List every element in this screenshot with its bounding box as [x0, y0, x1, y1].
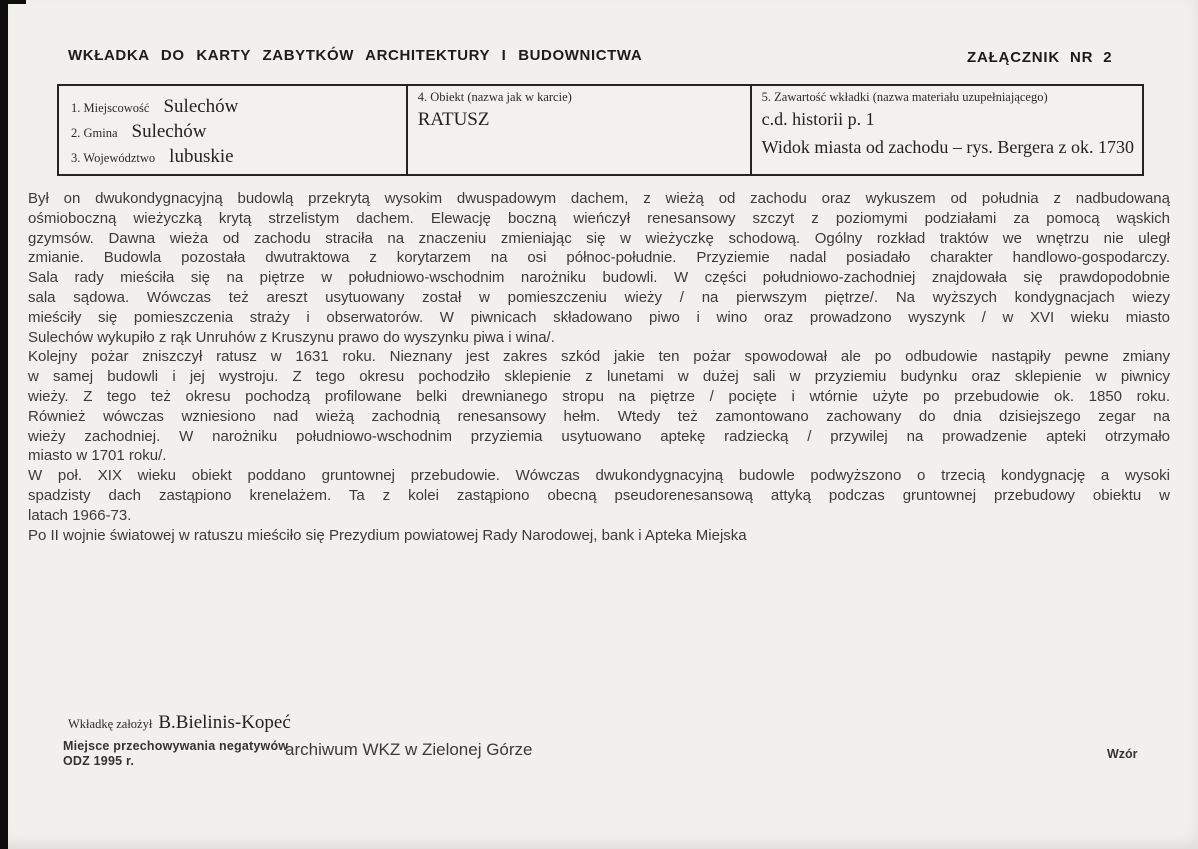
table-cell-location: [59, 86, 406, 174]
field-value-gmina: Sulechów: [131, 121, 207, 142]
field-label-obiekt: 4. Obiekt (nazwa jak w karcie): [417, 90, 572, 104]
table-cell-content: [750, 86, 1142, 174]
field-label-wojewodztwo: 3. Województwo: [71, 151, 156, 165]
body-line: Po II wojnie światowej w ratuszu mieściło się Prezydium powiatowej Rady Narodowej, bank i Apteka Miejska: [28, 526, 747, 544]
metadata-table: [57, 84, 1144, 176]
negatives-storage-label: Miejsce przechowywania negatywów: [63, 739, 289, 753]
body-line: wieży zachodniej. W narożniku południowo-wschodnim przyziemia usytuowano aptekę radziecką / przywilej na prowadzenie apteki otrzymało: [28, 427, 1170, 445]
founder-label: Wkładkę założył: [68, 717, 153, 731]
body-line: mieściły się pomieszczenia straży i obserwatorów. W piwnicach składowano piwo i wino oraz prowadzono wyszynk / w XVI wieku miasto: [28, 308, 1170, 326]
archive-location: archiwum WKZ w Zielonej Górze: [285, 740, 533, 759]
field-value-zawartosc-2: Widok miasta od zachodu – rys. Bergera z ok. 1730: [761, 137, 1134, 157]
body-line: wieży. Z tego też okresu pochodzą profilowane belki drewnianego stropu na piętrze / pocięte i wtórnie użyte po przebudowie ok. 1850 roku.: [28, 387, 1170, 405]
field-gmina: [71, 121, 398, 143]
founder-row: [68, 712, 291, 734]
document-body: [28, 189, 1170, 545]
body-line: Również wówczas wzniesiono nad wieżą zachodnią renesansowy hełm. Wtedy też zamontowano zachowany do dnia dzisiejszego zegar na: [28, 407, 1170, 425]
body-line: sala sądowa. Wówczas też areszt usytuowany został w pomieszczeniu wieży / na pierwszym piętrze/. Na wyższych kondygnacjach wiezy: [28, 288, 1170, 306]
founder-name: B.Bielinis-Kopeć: [158, 712, 291, 733]
attachment-number-label: ZAŁĄCZNIK NR 2: [967, 49, 1113, 66]
field-label-miejscowosc: 1. Miejscowość: [71, 101, 150, 115]
field-label-zawartosc: 5. Zawartość wkładki (nazwa materiału uzupełniającego): [761, 90, 1048, 104]
body-line: latach 1966-73.: [28, 506, 132, 524]
wzor-label: Wzór: [1107, 747, 1138, 761]
table-cell-object: [406, 86, 750, 174]
field-label-gmina: 2. Gmina: [71, 126, 118, 140]
body-line: Sulechów wykupiło z rąk Unruhów z Kruszynu prawo do wyszynku piwa i wina/.: [28, 328, 555, 346]
body-line: w samej budowli i jej wystroju. Z tego okresu pochodziło sklepienie z lunetami w dużej sali w przyziemiu budynku oraz sklepienie w piwnicy: [28, 368, 1170, 386]
scan-edge-bar: [0, 0, 8, 849]
body-line: Był on dwukondygnacyjną budowlą przekrytą wysokim dwuspadowym dachem, z wieżą od zachodu oraz wykuszem od południa z nadbudowaną: [28, 190, 1170, 207]
field-value-zawartosc-1: c.d. historii p. 1: [761, 109, 875, 129]
body-line: gzymsów. Dawna wieża od zachodu straciła na znaczeniu zmieniając się w wieżyczkę schodową. Ogólny rozkład traktów we wnętrzu nie uległ: [28, 229, 1170, 247]
document-title: WKŁADKA DO KARTY ZABYTKÓW ARCHITEKTURY I BUDOWNICTWA: [68, 47, 643, 64]
body-line: Sala rady mieściła się na piętrze w południowo-wschodnim narożniku budowli. W części południowo-zachodniej znajdowała się prawdopodobnie: [28, 269, 1170, 287]
field-wojewodztwo: [71, 146, 398, 168]
scan-edge-top: [0, 0, 26, 4]
negatives-storage-block: [63, 739, 288, 769]
body-line: miasto w 1701 roku/.: [28, 447, 167, 465]
field-miejscowosc: [71, 96, 398, 118]
field-value-miejscowosc: Sulechów: [163, 96, 239, 117]
body-line: ośmioboczną wieżyczką krytą strzelistym dachem. Elewację boczną wieńczył renesansowy szczyt z poziomymi podziałami za pomocą wąskich: [28, 209, 1170, 227]
body-line: zmianie. Budowla pozostała dwutraktowa z korytarzem na osi północ-południe. Przyziemie nadal posiadało charakter handlowo-gospodarczy.: [28, 249, 1170, 267]
body-line: Kolejny pożar zniszczył ratusz w 1631 roku. Nieznany jest zakres szkód jakie ten pożar spowodował ale po odbudowie nastąpiły pewne zmiany: [28, 348, 1170, 366]
field-value-obiekt: RATUSZ: [417, 109, 490, 130]
negatives-storage-odz: ODZ 1995 r.: [63, 754, 134, 768]
body-line: W poł. XIX wieku obiekt poddano gruntownej przebudowie. Wówczas dwukondygnacyjną budowle podwyższono o trzecią kondygnację a wysoki: [28, 467, 1170, 485]
body-line: spadzisty dach zastąpiono krenelażem. Ta z kolei zastąpiono obecną pseudorenesansową attyką podczas gruntownej przebudowy obiektu w: [28, 486, 1170, 504]
field-value-wojewodztwo: lubuskie: [169, 146, 234, 167]
